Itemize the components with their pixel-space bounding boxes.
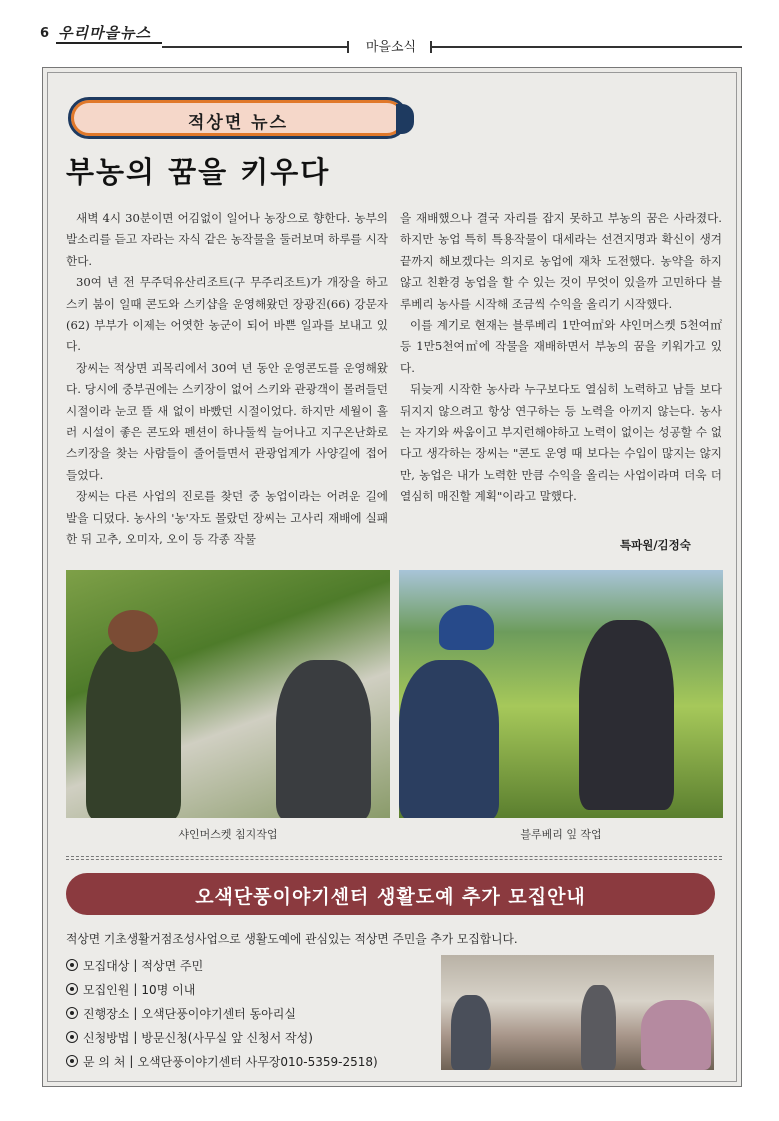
article-paragraph: 이를 계기로 현재는 블루베리 1만여㎡와 샤인머스켓 5천여㎡ 등 1만5천여㎡에 작물을 재배하면서 부농의 꿈을 키워가고 있다. <box>400 318 722 375</box>
bullet-icon <box>66 1007 78 1019</box>
notice-info-label: 진행장소 <box>83 1006 130 1021</box>
notice-info-separator: | <box>133 1030 138 1044</box>
person-figure <box>399 660 499 818</box>
notice-info-list <box>66 953 378 1073</box>
logo-underline <box>56 42 162 44</box>
section-label: 마을소식 <box>365 40 417 55</box>
banner-curl <box>396 104 414 134</box>
person-figure <box>451 995 491 1070</box>
article-paragraph: 을 재배했으나 결국 자리를 잡지 못하고 부농의 꿈은 사라졌다. 하지만 농업 특히 특용작물이 대세라는 선견지명과 확신이 생겨 끝까지 해보겠다는 의지로 농업에 재차 도전했다. 농약을 하지 않고 친환경 농업을 할 수 있는 것이 무엇이 있을까 고민하다 블루베리 농사를 시작해 조금씩 수익을 올리기 시작했다. <box>400 211 722 311</box>
notice-info-separator: | <box>133 982 138 996</box>
notice-info-item <box>66 1001 378 1025</box>
notice-info-separator: | <box>133 1006 138 1020</box>
header-rule-tick <box>347 41 349 53</box>
person-figure <box>276 660 371 818</box>
bullet-icon <box>66 1055 78 1067</box>
person-cap <box>439 605 494 650</box>
header-rule-left <box>162 46 347 48</box>
article-column-left <box>66 208 388 551</box>
bullet-icon <box>66 983 78 995</box>
notice-info-item <box>66 1025 378 1049</box>
notice-info-item <box>66 977 378 1001</box>
newsletter-logo: 우리마을뉴스 <box>58 24 151 42</box>
article-paragraph: 뒤늦게 시작한 농사라 누구보다도 열심히 노력하고 남들 보다 뒤지지 않으려고 항상 연구하는 등 노력을 아끼지 않는다. 농사는 자기와 싸움이고 부지런해야하고 노력이 없이는 성공할 수 없다고 생각하는 장씨는 "콘도 운영 때 보다는 수입이 많지는 않지만, 농업은 내가 노력한 만큼 수익을 올리는 사업이라며 더욱 더 열심히 매진할 계획"이라고 말했다. <box>400 382 722 504</box>
photo-caption: 샤인머스켓 침지작업 <box>178 828 278 841</box>
notice-info-separator: | <box>133 958 138 972</box>
header-rule-right <box>432 46 742 48</box>
bullet-icon <box>66 959 78 971</box>
notice-info-value: 오색단풍이야기센터 사무장010-5359-2518) <box>137 1054 378 1069</box>
page-number: 6 <box>40 26 50 41</box>
article-paragraph: 장씨는 다른 사업의 진로를 찾던 중 농업이라는 어려운 길에 발을 디뎠다. 농사의 '농'자도 몰랐던 장씨는 고사리 재배에 실패한 뒤 고추, 오미자, 오이 등 각종 작물 <box>66 489 388 547</box>
notice-info-value: 방문신청(사무실 앞 신청서 작성) <box>141 1030 313 1045</box>
notice-info-item <box>66 953 378 977</box>
article-column-right <box>400 208 722 508</box>
notice-intro: 적상면 기초생활거점조성사업으로 생활도예에 관심있는 적상면 주민을 추가 모집합니다. <box>66 932 518 946</box>
notice-info-item <box>66 1049 378 1073</box>
person-figure <box>641 1000 711 1070</box>
notice-title-bar <box>66 873 715 915</box>
photo-pottery-class <box>441 955 714 1070</box>
photo-blueberry-work <box>399 570 723 818</box>
photo-caption: 블루베리 잎 작업 <box>520 828 602 841</box>
notice-info-separator: | <box>129 1054 134 1068</box>
person-head <box>108 610 158 652</box>
notice-info-label: 신청방법 <box>83 1030 130 1045</box>
article-paragraph: 장씨는 적상면 괴목리에서 30여 년 동안 운영콘도를 운영해왔다. 당시에 중부권에는 스키장이 없어 스키와 관광객이 몰려들던 시절이라 눈코 뜰 새 없이 바빴던 시절이었다. 하지만 세월이 흘러 시설이 좋은 콘도와 펜션이 하나둘씩 늘어나고 지구온난화로 스키장을 찾는 사람들이 줄어들면서 관광업계가 사양길에 접어들었다. <box>66 360 388 482</box>
article-byline: 특파원/김정숙 <box>620 538 691 552</box>
article-paragraph: 30여 년 전 무주덕유산리조트(구 무주리조트)가 개장을 하고 스키 붐이 일때 콘도와 스키샵을 운영해왔던 장광진(66) 강문자(62) 부부가 이제는 어엿한 농군이 되어 바쁜 일과를 보내고 있다. <box>66 275 388 354</box>
notice-info-label: 모집대상 <box>83 958 130 973</box>
notice-title: 오색단풍이야기센터 생활도예 추가 모집안내 <box>195 886 586 908</box>
section-banner <box>68 97 408 139</box>
notice-info-value: 10명 이내 <box>141 982 196 997</box>
notice-info-label: 모집인원 <box>83 982 130 997</box>
section-divider <box>66 856 722 860</box>
bullet-icon <box>66 1031 78 1043</box>
person-figure <box>86 640 181 818</box>
person-figure <box>581 985 616 1070</box>
notice-info-label: 문 의 처 <box>83 1054 126 1069</box>
notice-info-value: 오색단풍이야기센터 동아리실 <box>141 1006 296 1021</box>
article-paragraph: 새벽 4시 30분이면 어김없이 일어나 농장으로 향한다. 농부의 발소리를 듣고 자라는 자식 같은 농작물을 둘러보며 하루를 시작한다. <box>66 211 388 268</box>
photo-grape-work <box>66 570 390 818</box>
article-headline: 부농의 꿈을 키우다 <box>66 155 331 189</box>
notice-info-value: 적상면 주민 <box>141 958 204 973</box>
person-figure <box>579 620 674 810</box>
section-banner-text: 적상면 뉴스 <box>187 113 289 133</box>
